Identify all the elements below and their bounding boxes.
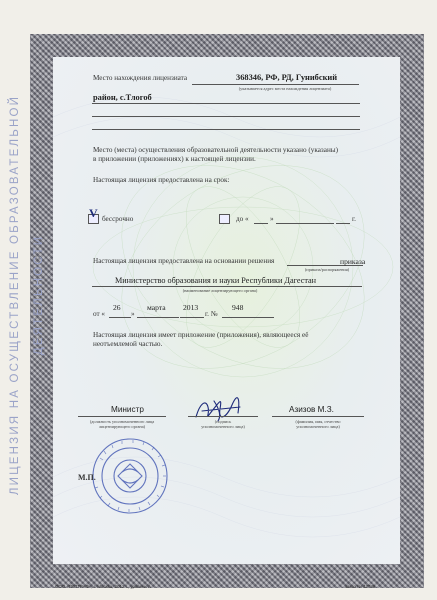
authority-line: [92, 286, 362, 287]
location-line-4: [92, 129, 360, 130]
activity-text-line1: Место (места) осуществления образовательной деятельности указано (указаны): [93, 146, 339, 154]
year-number-label: г. №: [205, 310, 218, 318]
signature-hint-2: уполномоченного лица): [201, 424, 245, 429]
stamp-label: М.П.: [78, 473, 96, 482]
date-prefix: от «: [93, 310, 106, 318]
appendix-text-line1: Настоящая лицензия имеет приложение (приложения), являющееся её: [93, 331, 309, 339]
appendix-text-line2: неотъемлемой частью.: [93, 340, 163, 348]
until-checkbox: [219, 214, 230, 224]
position-hint-1: (должность уполномоченного лица: [89, 419, 155, 424]
location-value-line2: район, с.Тлогоб: [93, 93, 152, 102]
until-year-line: [336, 223, 350, 224]
until-quote-close: »: [270, 215, 274, 223]
basis-doc-hint: (приказа/распоряжения): [304, 267, 350, 272]
signature-hint-1: (подпись: [214, 419, 232, 424]
location-line-2: [92, 103, 360, 104]
order-code: заказ № 42786: [345, 584, 376, 589]
authority-hint: (наименование лицензирующего органа): [182, 288, 258, 293]
number-line: [222, 317, 274, 318]
basis-label: Настоящая лицензия предоставлена на основании решения: [93, 257, 275, 265]
check-mark: V: [89, 206, 98, 220]
location-line-3: [92, 116, 360, 117]
location-label: Место нахождения лицензиата: [93, 74, 188, 82]
position-line: [78, 416, 166, 417]
day-line: [109, 317, 131, 318]
until-day-line: [254, 223, 268, 224]
location-value-line1: 368346, РФ, РД, Гунибский: [236, 73, 338, 82]
until-year-suffix: г.: [352, 215, 356, 223]
printer-info: ООО «ПЕТГРАФ», г. Москва, 2012 г., уровень А: [55, 584, 151, 589]
signer-name: Азизов М.З.: [289, 405, 334, 414]
order-day: 26: [113, 303, 121, 312]
position-hint-2: лицензирующего органа): [98, 424, 146, 429]
side-title: ЛИЦЕНЗИЯ НА ОСУЩЕСТВЛЕНИЕ ОБРАЗОВАТЕЛЬНОЙ ДЕЯТЕЛЬНОСТИ: [9, 94, 45, 496]
name-hint-2: уполномоченного лица): [296, 424, 340, 429]
activity-text-line2: в приложении (приложениях) к настоящей лицензии.: [93, 155, 256, 163]
basis-doc-type: приказа: [340, 257, 366, 266]
location-hint: (указывается адрес места нахождения лицензиата): [238, 86, 332, 91]
order-number: 948: [232, 303, 244, 312]
name-hint-1: (фамилия, имя, отчество: [295, 419, 341, 424]
signer-position: Министр: [111, 405, 144, 414]
until-month-line: [276, 223, 334, 224]
indefinite-label: бессрочно: [102, 215, 134, 223]
term-label: Настоящая лицензия предоставлена на срок:: [93, 176, 230, 184]
order-month: марта: [147, 303, 166, 312]
signature-line: [188, 416, 258, 417]
name-line: [272, 416, 364, 417]
date-quote-close: »: [131, 310, 135, 318]
month-line: [137, 317, 179, 318]
authority-name: Министерство образования и науки Республики Дагестан: [115, 276, 317, 285]
year-line: [180, 317, 204, 318]
order-year: 2013: [183, 303, 199, 312]
until-label: до «: [236, 215, 249, 223]
location-line-1: [192, 84, 359, 85]
